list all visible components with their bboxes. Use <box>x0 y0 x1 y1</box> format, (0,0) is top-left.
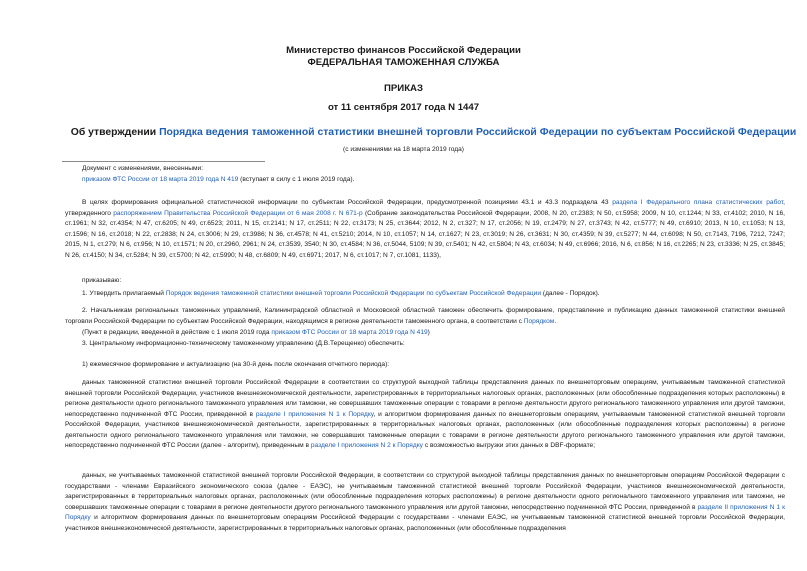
paragraph-1-text-3: с возможностью выгрузки этих данных в DBF-формате; <box>422 442 596 449</box>
item-2-note-link[interactable]: приказом ФТС России от 18 марта 2019 года N 419 <box>271 329 428 336</box>
document-date: от 11 сентября 2017 года N 1447 <box>327 102 480 113</box>
preamble-text-3: (Собрание законодательства Российской Федерации, 2008, N 20, ст.2383; N 50, ст.5958; 2009, N 10, ст.1244; N 33, ст.4102; 2010, N 16, ст.1961; N 32, ст.4354; N 47, ст.6205; N 49, ст.6523; 2011, N 15, ст.2141; N 17, ст.2511; N 22, ст.3173; N 25, ст.3644; 2012, N 2, ст.327; N 17, ст.2056; N 19, ст.2479; N 27, ст.3743; N 42, ст.5777; N 49, ст.6910; 2013, N 10, ст.1053; N 13, ст.1596; N 16, ст.2018; N 22, ст.2838; N 24, ст.3006; N 29, ст.3986; N 36, ст.4578; N 41, ст.5210; 2014, N 10, ст.1057; N 14, ст.1627; N 23, ст.3019; N 26, ст.3631; N 30, ст.4359; N 39, ст.5277; N 44, ст.6098; N 50, ст.7143, 7196, 7212, 7247; 2015, N 1, ст.279; N 6, ст.956; N 10, ст.1571; N 20, ст.2960, 2961; N 24, ст.3539, 3540; N 30, ст.4584; N 36, ст.5044, 5109; N 39, ст.5401; N 42, ст.5804; N 43, ст.6034; N 49, ст.6966; 2016, N 6, ст.856; N 16, ст.2265; N 23, ст.3336; N 25, ст.3845; N 26, ст.4150; N 34, ст.5284; N 39, ст.5700; N 42, ст.5990; N 48, ст.6809; N 49, ст.6971; 2017, N 6, ст.1017; N 7, ст.1081, 1133), <box>65 209 785 259</box>
appendix-2-section-1-link[interactable]: разделе I приложения N 2 к Порядку <box>310 442 423 449</box>
paragraph-1-text-2: , и алгоритмом формирования данных по внешнеторговым операциям, учитываемым таможенной статистикой внешней торговли Российской Федерации, участников внешнеэкономической деятельности, зарегистрированных в территориальных налоговых органах, расположенных (или обособленные подразделения которых расположены) в регионе деятельности одного регионального таможенного управления или таможни, не совершавших таможенные операции с товарами в регионе деятельности другого регионального таможенного управления или другой таможни, непосредственно подчиненной ФТС России (далее - алгоритм), приведенным в <box>65 410 785 449</box>
paragraph-2-text-2: и алгоритмом формирования данных по внешнеторговым операциям Российской Федерации с государствами - членами ЕАЭС, не учитываемым таможенной статистикой внешней торговли Российской Федерации, участников внешнеэкономической деятельности, зарегистрированных в территориальных налоговых органах, расположенных (или обособленные подразделения <box>65 514 785 532</box>
item-3: 3. Центральному информационно-техническому таможенному управлению (Д.В.Терещенко) обеспечить: <box>82 340 405 347</box>
preamble-paragraph <box>65 198 785 261</box>
procedure-link-2[interactable]: Порядком <box>523 317 555 325</box>
ministry-name: Министерство финансов Российской Федерации <box>286 45 521 56</box>
paragraph-1 <box>65 378 785 452</box>
item-2-note-suffix: ) <box>427 329 430 336</box>
title-link[interactable]: Порядка ведения таможенной статистики внешней торговли Российской Федерации по субъектам Российской Федерации <box>159 127 797 138</box>
title-prefix: Об утверждении <box>70 127 160 138</box>
sub-item-1: 1) ежемесячное формирование и актуализацию (на 30-й день после окончания отчетного периода): <box>82 361 390 368</box>
preamble-text-1: В целях формирования официальной статистической информации по субъектам Российской Федерации, предусмотренной позициями 43.1 и 43.3 подраздела 43 <box>82 199 613 206</box>
procedure-link[interactable]: Порядок ведения таможенной статистики внешней торговли Российской Федерации по субъектам Российской Федерации <box>165 290 542 297</box>
item-1 <box>65 289 785 300</box>
item-2-suffix: . <box>554 317 557 325</box>
paragraph-2-text-1: данных, не учитываемых таможенной статистикой внешней торговли Российской Федерации, в соответствии со структурой выходной таблицы представления данных по внешнеторговым операциям Российской Федерации с государствами - членами Евразийского экономического союза (далее - ЕАЭС), не учитываемым таможенной статистикой внешней торговли Российской Федерации, участников внешнеэкономической деятельности, зарегистрированных в территориальных налоговых органах, расположенных (или обособленные подразделения которых расположены) в регионе деятельности одного регионального таможенного управления или таможни, не совершавших таможенные операции с товарами в регионе деятельности другого регионального таможенного управления или другой таможни, непосредственно подчиненной ФТС России, приведенной в <box>65 472 785 511</box>
item-1-text: 1. Утвердить прилагаемый <box>82 290 166 297</box>
service-name: ФЕДЕРАЛЬНАЯ ТАМОЖЕННАЯ СЛУЖБА <box>307 57 500 68</box>
document-title <box>60 127 807 138</box>
item-2-note <box>65 328 785 339</box>
item-1-suffix: (далее - Порядок). <box>541 290 600 297</box>
paragraph-1-text-1: данных таможенной статистики внешней торговли Российской Федерации в соответствии со структурой выходной таблицы представления данных по внешнеторговым операциям, учитываемым таможенной статистикой внешней торговли Российской Федерации, участников внешнеэкономической деятельности, зарегистрированных в территориальных налоговых органах, расположенных (или обособленные подразделения которых расположены) в регионе деятельности одного регионального таможенного управления или таможни, не совершавших таможенные операции с товарами в регионе деятельности другого регионального таможенного управления или другой таможни, непосредственно подчиненной ФТС России, приведенной в <box>65 379 785 418</box>
preamble-text-2: , утвержденного <box>65 199 786 217</box>
item-2 <box>65 306 785 327</box>
order-word: приказываю: <box>82 277 122 284</box>
changes-line-2 <box>82 175 782 186</box>
document-type: ПРИКАЗ <box>384 83 423 94</box>
changes-suffix: (вступает в силу с 1 июля 2019 года). <box>238 176 355 183</box>
paragraph-2 <box>65 471 785 534</box>
federal-plan-link[interactable]: раздела I Федерального плана статистических работ <box>612 199 784 206</box>
amendment-note: (с изменениями на 18 марта 2019 года) <box>343 146 464 153</box>
item-2-note-text: (Пункт в редакции, введенной в действие с 1 июля 2019 года <box>82 329 272 336</box>
appendix-1-section-2-link[interactable]: разделе II приложения N 1 к Порядку <box>65 503 785 521</box>
appendix-1-section-1-link[interactable]: разделе I приложения N 1 к Порядку <box>255 410 374 418</box>
government-order-link[interactable]: распоряжением Правительства Российской Федерации от 6 мая 2008 г. N 671-р <box>113 209 363 217</box>
changes-link[interactable]: приказом ФТС России от 18 марта 2019 года N 419 <box>82 176 239 183</box>
changes-line-1: Документ с изменениями, внесенными: <box>82 165 204 172</box>
separator-line <box>62 161 265 162</box>
item-2-text: 2. Начальникам региональных таможенных управлений, Калининградской областной и Московской областной таможен обеспечить формирование, представление и публикацию данных таможенной статистики внешней торговли Российской Федерации по субъектам Российской Федерации, находящимся в регионе деятельности таможенного органа, в соответствии с <box>65 307 785 325</box>
